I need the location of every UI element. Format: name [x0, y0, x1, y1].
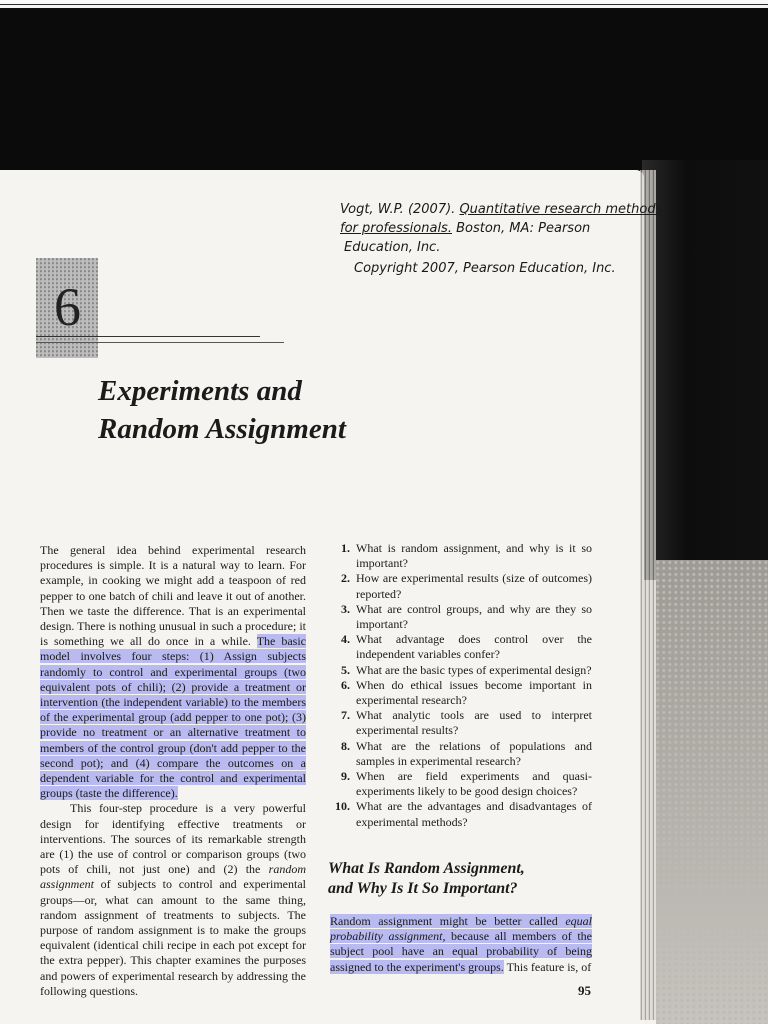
- handwritten-citation: [340, 200, 663, 278]
- chapter-rule: [36, 336, 260, 337]
- note-line-2: for professionals. Boston, MA: Pearson: [340, 221, 591, 236]
- intro-column: [40, 543, 306, 999]
- page-stack-edge: [640, 170, 656, 1020]
- list-item: 6. When do ethical issues become important in experimental research?: [341, 677, 592, 708]
- questions-column: [330, 541, 592, 830]
- highlighted-text: The basic model involves four steps: (1) Assign subjects randomly to control and experimental groups (two equivalent pots of chili); (2) provide a treatment or intervention (the independent variable) to the members of the experimental group (add pepper to one pot); (3) provide no treatment or an alternative treatment to members of the control group (don't add pepper to the second pot); and (4) compare the outcomes on a dependent variable for the control and experimental groups (taste the difference).: [40, 634, 307, 801]
- list-item: 2. How are experimental results (size of outcomes) reported?: [341, 571, 592, 601]
- question-list: [330, 541, 592, 830]
- scan-dark-edge: [642, 160, 768, 580]
- page-number: 95: [578, 983, 591, 998]
- chapter-rule-2: [36, 342, 284, 343]
- list-item: 8. What are the relations of populations and samples in experimental research?: [341, 738, 592, 768]
- chapter-title: Experiments and Random Assignment: [98, 375, 346, 445]
- intro-paragraph-1: The general idea behind experimental research procedures is simple. It is a natural way to learn. For example, in cooking we might add a teaspoon of red pepper to one batch of chili and leave it out of another. Then we taste the difference. That is an experimental design. There is nothing unusual in such a procedure; it is something we all do once in a while. The basic model involves four steps: (1) Assign subjects randomly to control and experimental groups (two equivalent pots of chili); (2) provide a treatment or intervention (the independent variable) to the members of the experimental group (add pepper to one pot); (3) provide no treatment or an alternative treatment to members of the control group (don't add pepper to the second pot); and (4) compare the outcomes on a dependent variable for the control and experimental groups (taste the difference).: [40, 543, 307, 801]
- note-line-4: Copyright 2007, Pearson Education, Inc.: [354, 261, 616, 276]
- chapter-number: 6: [54, 277, 81, 337]
- top-rule: [0, 0, 768, 5]
- list-item: 5. What are the basic types of experimental design?: [341, 662, 592, 677]
- section-paragraph: Random assignment might be better called equal probability assignment, because all members of the subject pool have an equal probability of being assigned to the experiment's groups. This feature is, of: [330, 914, 592, 974]
- list-item: 7. What analytic tools are used to interpret experimental results?: [341, 708, 592, 738]
- list-item: 3. What are control groups, and why are they so important?: [341, 601, 592, 632]
- section-heading: What Is Random Assignment, and Why Is It So Important?: [328, 860, 525, 897]
- list-item: 10. What are the advantages and disadvantages of experimental methods?: [335, 799, 592, 829]
- list-item: 4. What advantage does control over the independent variables confer?: [341, 632, 592, 662]
- note-line-1: Vogt, W.P. (2007). Quantitative research methods: [340, 202, 663, 217]
- list-item: 1. What is random assignment, and why is it so important?: [341, 541, 592, 571]
- note-line-3: Education, Inc.: [344, 240, 441, 255]
- list-item: 9. When are field experiments and quasi-experiments likely to be good design choices?: [341, 769, 592, 799]
- scan-dark-band: [0, 8, 768, 178]
- highlighted-text: Random assignment might be better called equal probability assignment, because all members of the subject pool have an equal probability of being assigned to the experiment's groups.: [330, 914, 592, 974]
- scan-speckle: [656, 560, 768, 1024]
- intro-paragraph-2: This four-step procedure is a very powerful design for identifying effective treatments or interventions. The sources of its remarkable strength are (1) the use of control or comparison groups (two pots of chili, not just one) and (2) the random assignment of subjects to control and experimental groups—or, what can amount to the same thing, random assignment of treatments to subjects. The purpose of random assignment is to make the groups equivalent (identical chili recipe in each pot except for the extra pepper). This chapter examines the purposes and powers of experimental research by addressing the following questions.: [40, 801, 306, 998]
